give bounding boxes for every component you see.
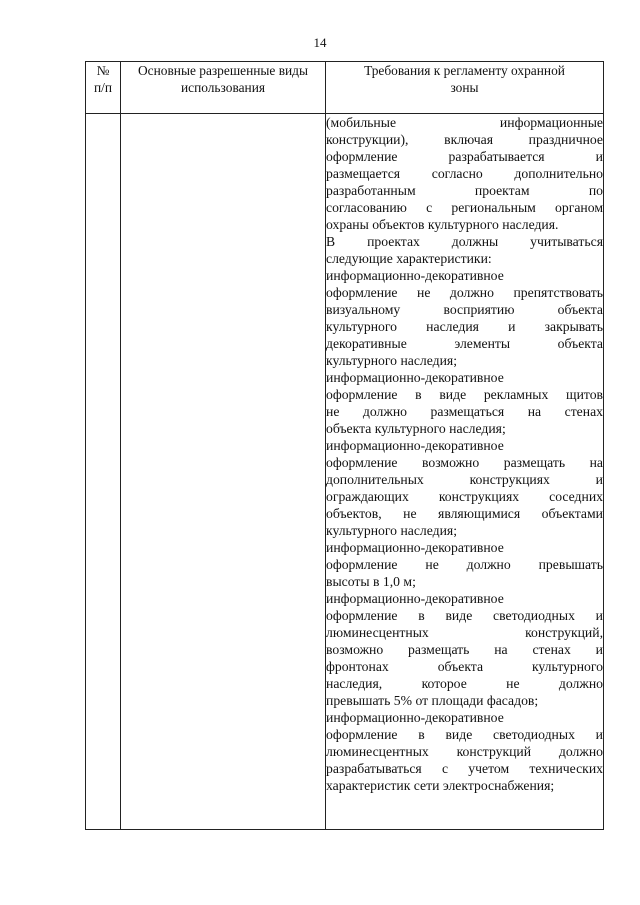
requirement-line: информационно-декоративное xyxy=(326,268,504,283)
requirement-line: дополнительных конструкциях и xyxy=(326,472,603,487)
requirement-line: декоративные элементы объекта xyxy=(326,336,603,351)
requirement-line: информационно-декоративное xyxy=(326,710,504,725)
requirement-line: культурного наследия и закрывать xyxy=(326,319,603,334)
requirement-line: ограждающих конструкциях соседних xyxy=(326,489,603,504)
header-uses-line-2: использования xyxy=(180,80,266,95)
requirement-line: оформление не должно препятствовать xyxy=(326,285,603,300)
requirement-line: следующие характеристики: xyxy=(326,251,492,266)
requirement-line: оформление в виде рекламных щитов xyxy=(326,387,603,402)
header-req-line-2: зоны xyxy=(450,80,479,95)
requirement-line: объекта культурного наследия; xyxy=(326,421,506,436)
requirement-line: В проектах должны учитываться xyxy=(326,234,603,249)
header-uses-line-1: Основные разрешенные виды xyxy=(138,63,308,78)
requirement-line: конструкции), включая праздничное xyxy=(326,132,603,147)
requirement-line: информационно-декоративное xyxy=(326,438,504,453)
requirement-line: разработанным проектам по xyxy=(326,183,603,198)
requirement-line: характеристик сети электроснабжения; xyxy=(326,778,555,793)
header-number-line-2: п/п xyxy=(93,80,113,95)
requirement-line: информационно-декоративное xyxy=(326,591,504,606)
header-requirements xyxy=(326,62,604,114)
requirement-line: объектов, не являющимися объектами xyxy=(326,506,603,521)
requirement-line: разрабатываться с учетом технических xyxy=(326,761,603,776)
requirements-table xyxy=(85,61,604,830)
requirement-line: оформление возможно размещать на xyxy=(326,455,603,470)
requirement-line: информационно-декоративное xyxy=(326,370,504,385)
requirement-line: не должно размещаться на стенах xyxy=(326,404,603,419)
requirement-line: высоты в 1,0 м; xyxy=(326,574,416,589)
requirement-line: оформление в виде светодиодных и xyxy=(326,608,603,623)
requirement-line: оформление в виде светодиодных и xyxy=(326,727,603,742)
requirement-line: культурного наследия; xyxy=(326,523,458,538)
table-header-row xyxy=(86,62,604,114)
requirement-line: наследия, которое не должно xyxy=(326,676,603,691)
requirement-line: превышать 5% от площади фасадов; xyxy=(326,693,539,708)
requirement-line: фронтонах объекта культурного xyxy=(326,659,603,674)
requirement-line: возможно размещать на стенах и xyxy=(326,642,603,657)
requirement-line: согласованию с региональным органом xyxy=(326,200,603,215)
header-permitted-uses xyxy=(121,62,326,114)
row-requirements-cell xyxy=(326,114,604,830)
page-number: 14 xyxy=(313,35,327,50)
table-row xyxy=(86,114,604,830)
requirement-line: люминесцентных конструкций должно xyxy=(326,744,603,759)
requirement-line: визуальному восприятию объекта xyxy=(326,302,603,317)
header-number-line-1: № xyxy=(96,63,110,78)
requirement-line: оформление не должно превышать xyxy=(326,557,603,572)
requirement-line: (мобильные информационные xyxy=(326,115,603,130)
requirement-line: охраны объектов культурного наследия. xyxy=(326,217,559,232)
requirement-line: оформление разрабатывается и xyxy=(326,149,603,164)
row-uses-cell xyxy=(121,114,326,830)
requirement-line: культурного наследия; xyxy=(326,353,458,368)
row-number-cell xyxy=(86,114,121,830)
requirements-text xyxy=(326,114,603,794)
requirement-line: информационно-декоративное xyxy=(326,540,504,555)
header-req-line-1: Требования к регламенту охранной xyxy=(364,63,565,78)
header-number xyxy=(86,62,121,114)
requirement-line: люминесцентных конструкций, xyxy=(326,625,603,640)
requirement-line: размещается согласно дополнительно xyxy=(326,166,603,181)
